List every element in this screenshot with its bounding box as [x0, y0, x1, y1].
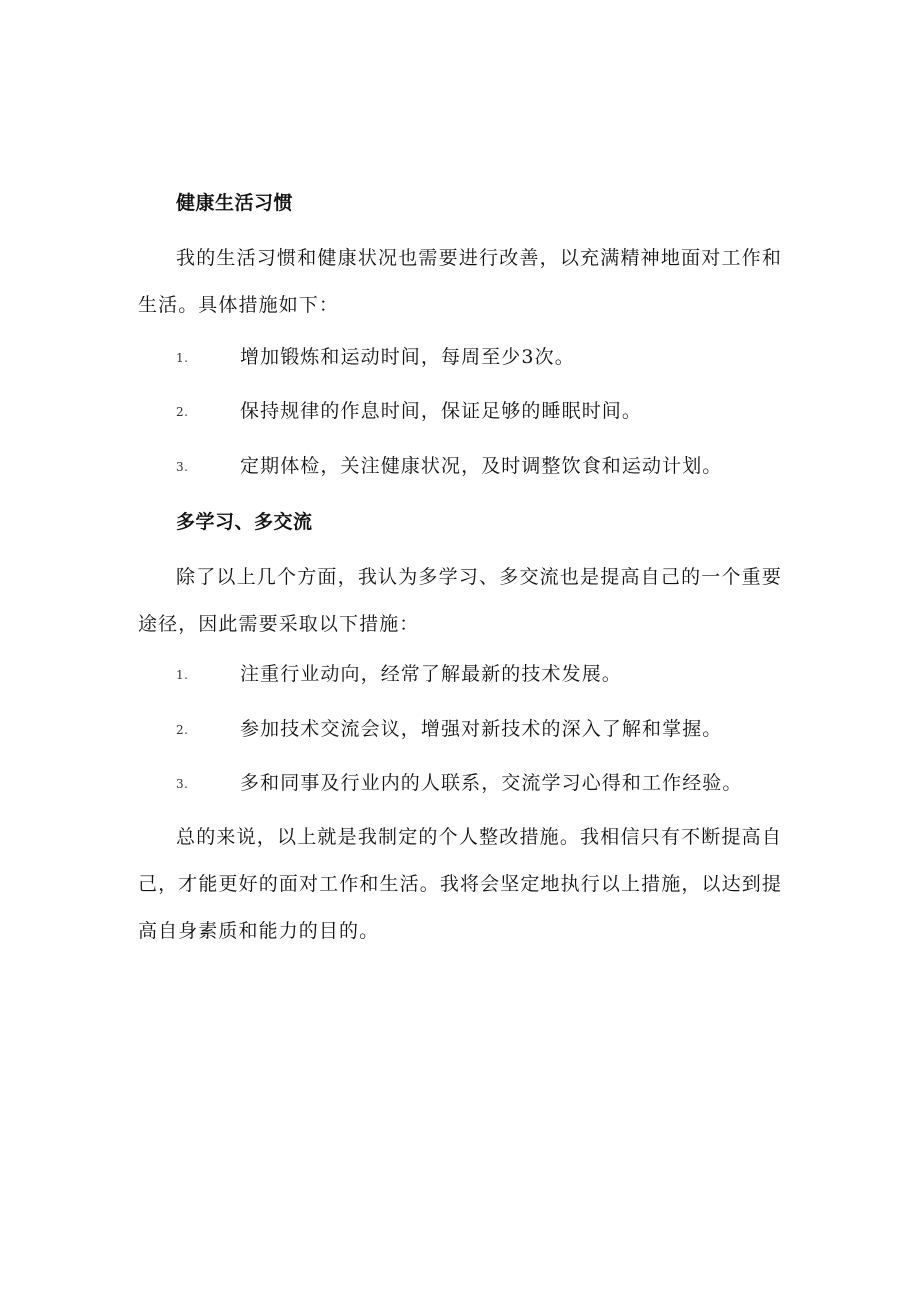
- list-item-text: 多和同事及行业内的人联系，交流学习心得和工作经验。: [240, 772, 743, 794]
- list-item-number: 3.: [176, 777, 189, 791]
- list-item-number: 1.: [176, 351, 189, 365]
- section-intro-paragraph: 除了以上几个方面，我认为多学习、多交流也是提高自己的一个重要途径，因此需要采取以下措施：: [138, 566, 782, 635]
- list-item-text: 注重行业动向，经常了解最新的技术发展。: [240, 663, 622, 685]
- section-heading: 多学习、多交流: [176, 511, 313, 533]
- conclusion-paragraph: 总的来说，以上就是我制定的个人整改措施。我相信只有不断提高自己，才能更好的面对工作和生活。我将会坚定地执行以上措施，以达到提高自身素质和能力的目的。: [138, 826, 782, 942]
- list-item-number: 1.: [176, 668, 189, 682]
- list-item-text: 参加技术交流会议，增强对新技术的深入了解和掌握。: [240, 718, 723, 740]
- section-intro-paragraph: 我的生活习惯和健康状况也需要进行改善，以充满精神地面对工作和生活。具体措施如下：: [138, 247, 782, 316]
- list-item-number: 2.: [176, 723, 189, 737]
- list-item-number: 3.: [176, 460, 189, 474]
- list-item-text: 定期体检，关注健康状况，及时调整饮食和运动计划。: [240, 455, 723, 477]
- list-item-text: 保持规律的作息时间，保证足够的睡眠时间。: [240, 400, 643, 422]
- list-item-text: 增加锻炼和运动时间，每周至少3次。: [240, 346, 575, 368]
- section-heading: 健康生活习惯: [176, 192, 294, 214]
- list-item-number: 2.: [176, 405, 189, 419]
